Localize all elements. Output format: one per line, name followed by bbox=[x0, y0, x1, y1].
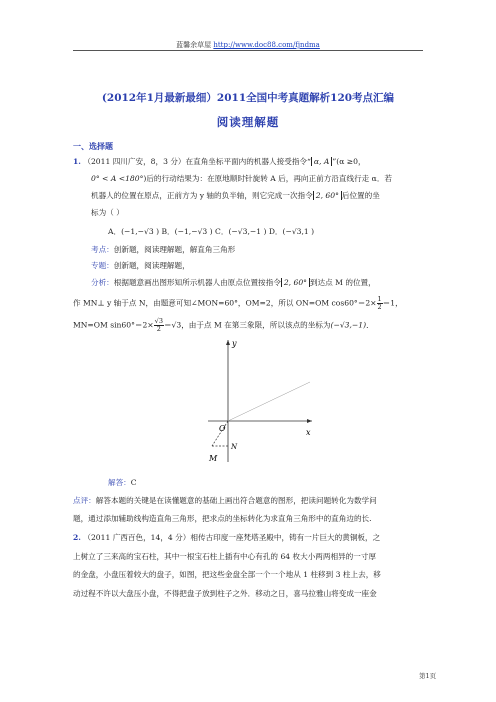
jieda-label: 解答： bbox=[108, 478, 131, 487]
q2-line1 bbox=[73, 533, 433, 543]
fenxi-text-2: 作 MN⊥ y 轴于点 N，由题意可知∠MON=60°，OM=2，所以 ON=OM cos60°＝2× bbox=[73, 298, 377, 308]
q1-angle-range: 0° < A <180° bbox=[91, 174, 144, 183]
point-m-coordinate: (−√3,−1) bbox=[330, 320, 367, 330]
q1-kaodian bbox=[91, 245, 451, 255]
q1-fenxi-3 bbox=[73, 318, 433, 333]
dianping-text-1: 解答本题的关键是在读懂题意的基础上画出符合题意的图形，把读问题转化为数学问 bbox=[95, 496, 377, 505]
fenxi-text-1: 根据题意画出图形知所示机器人由原点位置按指令 bbox=[113, 278, 281, 287]
q1-text-3: 机器人的位置在原点，正前方为 y 轴的负半轴，则它完成一次指令 bbox=[91, 191, 313, 200]
q1-line1 bbox=[73, 157, 433, 167]
q1-options: A．(−1,−√3 ) B．(−1,−√3 ) C．(−√3,−1 ) D．(−√3,1 ) bbox=[108, 227, 315, 236]
fenxi-label: 分析： bbox=[91, 278, 114, 287]
q1-dianping-2: 题，通过添加辅助线构造直角三角形，把求点的坐标转化为求直角三角形中的直角边的长. bbox=[73, 514, 372, 523]
kaodian-text: 创新题，阅读理解题，解直角三角形 bbox=[113, 245, 236, 254]
q2-number: 2. bbox=[73, 533, 81, 542]
coordinate-figure bbox=[200, 338, 320, 468]
fenxi-text-2b: ＝1， bbox=[382, 298, 403, 308]
fraction-sqrt3-over-2 bbox=[154, 318, 164, 333]
scan-line bbox=[228, 382, 310, 421]
q1-text-1-tail: ”(α ≥0， bbox=[332, 157, 366, 166]
header-link[interactable]: http://www.doc88.com/fjndma bbox=[213, 41, 320, 49]
jieda-value: C bbox=[130, 478, 137, 487]
q1-line4: 标为（ ） bbox=[91, 208, 124, 217]
fenxi-text-3c: ． bbox=[366, 320, 374, 330]
origin-label: O bbox=[219, 424, 226, 433]
q2-line2: 上树立了三来高的宝石柱，其中一根宝石柱上插有中心有孔的 64 枚大小两两相异的一寸厚 bbox=[73, 552, 377, 561]
fenxi-text-1b: 到达点 M 的位置， bbox=[309, 278, 376, 287]
n-label: N bbox=[231, 443, 238, 451]
y-axis-arrow bbox=[226, 340, 230, 345]
q1-text-1: （2011 四川广安，8，3 分）在直角坐标平面内的机器人接受指令“ bbox=[83, 157, 311, 166]
q1-line3 bbox=[91, 191, 436, 201]
q1-text-3b: 后位置的坐 bbox=[341, 191, 380, 200]
q1-line2 bbox=[91, 174, 436, 184]
frac-numerator: 1 bbox=[377, 295, 382, 303]
page-number: 第1页 bbox=[419, 672, 437, 680]
page-header bbox=[0, 40, 496, 50]
header-divider bbox=[73, 50, 423, 51]
q1-zhuanti bbox=[91, 261, 451, 271]
fenxi-text-3b: ＝√3，由于点 M 在第三象限，所以该点的坐标为 bbox=[163, 320, 331, 330]
kaodian-label: 考点： bbox=[91, 245, 114, 254]
document-title: (2012年1月最新最细）2011全国中考真题解析120考点汇编 bbox=[101, 92, 395, 104]
fenxi-text-3: MN=OM sin60°＝2× bbox=[73, 320, 154, 330]
m-label: M bbox=[209, 454, 218, 463]
dianping-label: 点评： bbox=[73, 496, 96, 505]
fenxi-command: 2, 60° bbox=[281, 278, 310, 287]
frac-denominator: 2 bbox=[377, 303, 382, 311]
q1-fenxi-2 bbox=[73, 296, 433, 311]
y-label: y bbox=[232, 339, 237, 348]
zhuanti-text: 创新题，阅读理解题， bbox=[113, 261, 190, 270]
frac-denominator: 2 bbox=[156, 325, 161, 333]
q1-command: α, A bbox=[311, 157, 332, 166]
q1-command-2: 2, 60° bbox=[313, 191, 342, 200]
q1-fenxi-1 bbox=[91, 278, 451, 288]
x-axis-arrow bbox=[307, 419, 312, 423]
q1-dianping-1 bbox=[73, 496, 433, 506]
q1-number: 1. bbox=[73, 157, 81, 166]
section-heading: 一、选择题 bbox=[73, 141, 113, 151]
document-subtitle: 阅读理解题 bbox=[216, 115, 280, 129]
frac-numerator: √3 bbox=[154, 317, 163, 325]
header-text: 蓝馨余草屋 bbox=[176, 41, 212, 49]
x-label: x bbox=[306, 428, 311, 437]
q2-line4: 动过程不许以大盘压小盘，不得把盘子放到柱子之外．移动之日，喜马拉雅山将变成一座金 bbox=[73, 589, 377, 598]
q1-text-2: )后的行动结果为：在原地顺时针旋转 A 后，再向正前方沿直线行走 α．若 bbox=[143, 174, 392, 183]
q2-line3: 的金盘，小盘压着较大的盘子，如图，把这些金盘全部一个一个地从 1 柱移到 3 柱上去，移 bbox=[73, 570, 381, 579]
q1-answer bbox=[108, 478, 468, 488]
zhuanti-label: 专题： bbox=[91, 261, 114, 270]
q2-text-1: （2011 广西百色，14，4 分）相传古印度一座梵塔圣殿中，铸有一片巨大的黄铜板，之 bbox=[83, 533, 381, 542]
